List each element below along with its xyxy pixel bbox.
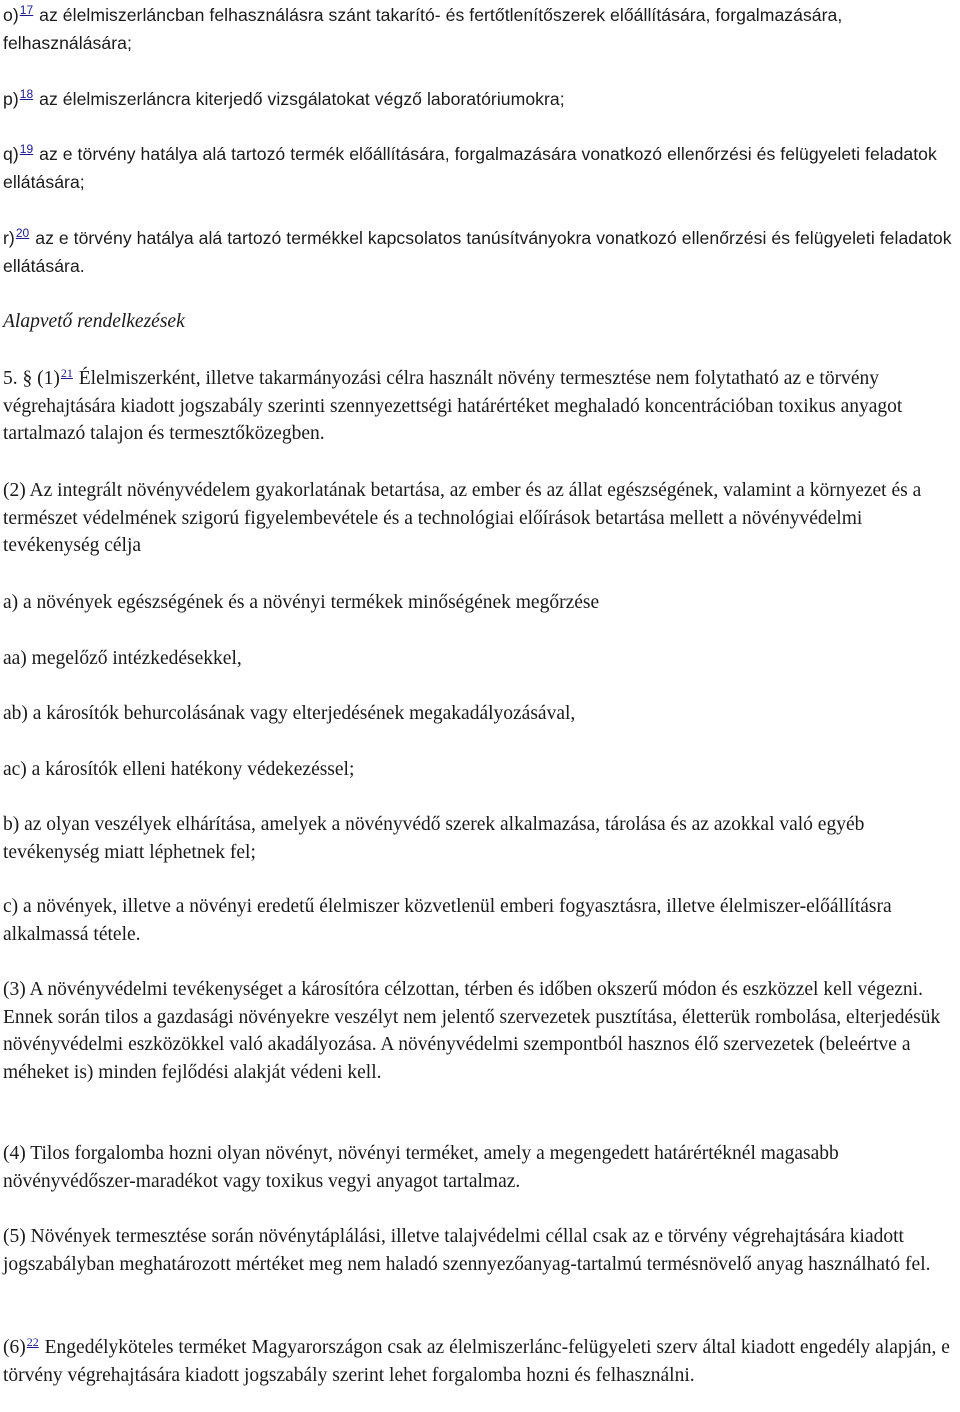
para-1-text: Élelmiszerként, illetve takarmányozási célra használt növény termesztése nem folytatható az e törvény végrehajtására kiadott jogszabály szerinti szennyezettségi határértéket meghaladó koncentrációban toxikus anyagot tartalmazó talajon és termesztőközegben. xyxy=(3,368,903,444)
footnote-link-19[interactable]: 19 xyxy=(19,142,34,156)
section-number: 5. xyxy=(3,368,18,389)
footnote-link-21[interactable]: 21 xyxy=(60,366,73,380)
section-5-para-3: (3) A növényvédelmi tevékenységet a károsítóra célzottan, térben és időben okszerű módon és eszközzel kell végezni. Ennek során tilos a gazdasági növényekre veszélyt nem jelentő szervezetek pusztítása, életterük rombolása, elterjedésük növényvédelmi eszközökkel való akadályozása. A növényvédelmi szempontból hasznos élő szervezetek (beleértve a méheket is) minden fejlődési alakját védeni kell. xyxy=(3,979,941,1083)
point-ac: ac) a károsítók elleni hatékony védekezéssel; xyxy=(3,759,355,780)
item-r xyxy=(3,225,958,280)
item-p xyxy=(3,86,958,114)
section-5-para-2: (2) Az integrált növényvédelem gyakorlatának betartása, az ember és az állat egészségének, valamint a környezet és a természet védelmének szigorú figyelembevétele és a technológiai előírások betartása mellett a növényvédelmi tevékenység célja xyxy=(3,480,922,556)
section-sign: § xyxy=(22,368,33,389)
item-o-text: az élelmiszerláncban felhasználásra szánt takarító- és fertőtlenítőszerek előállítására, forgalmazására, felhasználására; xyxy=(3,5,843,53)
item-q-text: az e törvény hatálya alá tartozó termék előállítására, forgalmazására vonatkozó ellenőrzési és felügyeleti feladatok ellátására; xyxy=(3,144,937,192)
point-aa: aa) megelőző intézkedésekkel, xyxy=(3,648,242,669)
point-ab: ab) a károsítók behurcolásának vagy elterjedésének megakadályozásával, xyxy=(3,703,576,724)
item-o xyxy=(3,2,958,57)
footnote-link-22[interactable]: 22 xyxy=(26,1335,39,1349)
point-b: b) az olyan veszélyek elhárítása, amelyek a növényvédő szerek alkalmazása, tárolása és az azokkal való egyéb tevékenység miatt léphetnek fel; xyxy=(3,814,865,863)
para-1-label: (1) xyxy=(37,368,60,389)
section-5-para-1 xyxy=(3,365,958,448)
point-c: c) a növények, illetve a növényi eredetű élelmiszer közvetlenül emberi fogyasztásra, illetve élelmiszer-előállításra alkalmassá tétele. xyxy=(3,896,892,945)
section-5-para-6 xyxy=(3,1334,958,1389)
item-r-label: r) xyxy=(3,228,15,248)
footnote-link-20[interactable]: 20 xyxy=(15,226,30,240)
para-6-text: Engedélyköteles terméket Magyarországon csak az élelmiszerlánc-felügyeleti szerv által kiadott engedély alapján, e törvény végrehajtására kiadott jogszabály szerint lehet forgalomba hozni és felhasználni. xyxy=(3,1337,950,1386)
item-r-text: az e törvény hatálya alá tartozó termékkel kapcsolatos tanúsítványokra vonatkozó ellenőrzési és felügyeleti feladatok ellátására. xyxy=(3,228,952,276)
section-5-para-4: (4) Tilos forgalomba hozni olyan növényt, növényi terméket, amely a megengedett határértéknél magasabb növényvédőszer-maradékot vagy toxikus vegyi anyagot tartalmaz. xyxy=(3,1143,839,1192)
item-q xyxy=(3,141,958,196)
section-5-para-5: (5) Növények termesztése során növénytáplálási, illetve talajvédelmi céllal csak az e törvény végrehajtására kiadott jogszabályban meghatározott mértéket meg nem haladó szennyezőanyag-tartalmú termésnövelő anyag használható fel. xyxy=(3,1226,931,1275)
item-p-text: az élelmiszerláncra kiterjedő vizsgálatokat végző laboratóriumokra; xyxy=(39,89,565,109)
para-6-label: (6) xyxy=(3,1337,26,1358)
section-heading: Alapvető rendelkezések xyxy=(3,311,185,332)
item-o-label: o) xyxy=(3,5,19,25)
point-a: a) a növények egészségének és a növényi termékek minőségének megőrzése xyxy=(3,592,600,613)
footnote-link-18[interactable]: 18 xyxy=(19,87,34,101)
item-p-label: p) xyxy=(3,89,19,109)
item-q-label: q) xyxy=(3,144,19,164)
footnote-link-17[interactable]: 17 xyxy=(19,3,34,17)
